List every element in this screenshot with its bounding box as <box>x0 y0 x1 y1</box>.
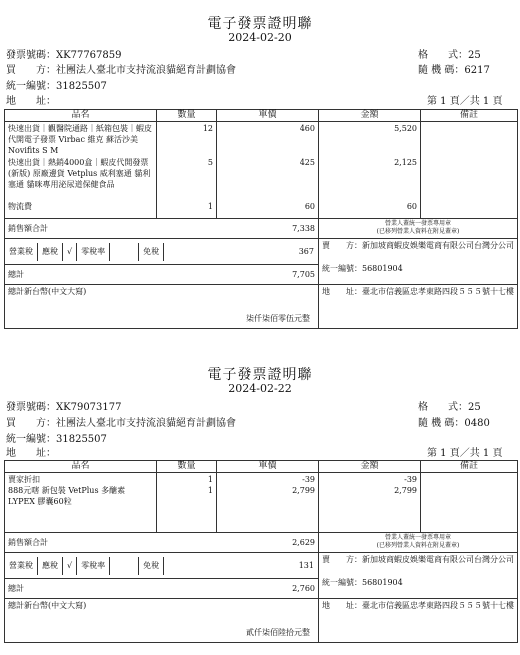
header-price: 單價 <box>217 110 319 122</box>
item-name: 賣家折扣 <box>8 475 40 484</box>
grand-total-row <box>5 265 319 285</box>
taxable-check: √ <box>63 243 77 261</box>
invoice-table <box>4 109 518 329</box>
random-code: 隨 機 碼：6217 <box>418 65 490 76</box>
invoice-1 <box>0 0 520 327</box>
invoice-number: 發票號碼：XK79073177 <box>6 402 122 413</box>
item-name: 888元嗐 新包裝 VetPlus 多醣素 LYPEX 膠囊60粒 <box>8 486 126 506</box>
header-name: 品名 <box>5 110 157 122</box>
total-label: 總計 <box>8 270 24 279</box>
sales-total-row <box>5 533 319 553</box>
total-chinese: 貳仟柒佰陸拾元整 <box>246 628 310 637</box>
header-amount: 金額 <box>319 110 421 122</box>
page-indicator: 第 1 頁／共 1 頁 <box>427 96 503 107</box>
item-qty: 12 <box>202 124 213 133</box>
tax-row <box>5 239 319 265</box>
sales-label: 銷售額合計 <box>8 538 48 547</box>
invoice-format: 格 式：25 <box>418 50 481 61</box>
seller-tax-id: 56801904 <box>362 264 403 273</box>
header-remark: 備註 <box>421 110 518 122</box>
twd-label: 總計新台幣(中文大寫) <box>8 601 87 610</box>
grand-total-row <box>5 579 319 599</box>
total-label: 總計 <box>8 584 24 593</box>
total-value: 7,705 <box>292 270 315 279</box>
buyer-address: 地 址： <box>6 96 56 107</box>
taxable-label: 應稅 <box>38 243 63 261</box>
tax-label: 營業稅 <box>5 557 38 575</box>
tax-row <box>5 553 319 579</box>
buyer-tax-id: 統一編號：31825507 <box>6 81 107 92</box>
item-amount: -39 <box>404 475 417 484</box>
item-price: 2,799 <box>292 486 315 495</box>
items-block <box>5 473 518 533</box>
invoice-number: 發票號碼：XK77767859 <box>6 50 122 61</box>
seller-block: 賣 方：新加坡商蝦皮娛樂電商有限公司台灣分公司 統一編號：56801904 <box>319 239 518 285</box>
item-qty: 5 <box>207 158 213 167</box>
items-block <box>5 122 518 219</box>
total-chinese: 柒仟柒佰零伍元整 <box>246 314 310 323</box>
invoice-date: 2024-02-22 <box>228 382 292 395</box>
item-qty: 1 <box>207 486 213 495</box>
sales-value: 7,338 <box>292 224 315 233</box>
seller-name: 新加坡商蝦皮娛樂電商有限公司台灣分公司 <box>362 555 514 564</box>
item-qty: 1 <box>207 475 213 484</box>
tax-free-label: 免稅 <box>139 243 164 261</box>
twd-row <box>5 285 319 329</box>
taxable-check: √ <box>63 557 77 575</box>
seller-address: 地 址：臺北市信義區忠孝東路四段５５５號十七樓 <box>319 599 518 643</box>
stamp-note: 營業人蓋統一發票專用章 (已移列營業人資料在附見蓋章) <box>319 219 518 239</box>
header-price: 單價 <box>217 461 319 473</box>
item-amount: 5,520 <box>394 124 417 133</box>
zero-rate-label: 零稅率 <box>77 557 110 575</box>
buyer: 買 方：社團法人臺北市支持流浪貓絕育計劃協會 <box>6 65 236 76</box>
seller-tax-id: 56801904 <box>362 578 403 587</box>
item-qty: 1 <box>207 202 213 211</box>
header-qty: 數量 <box>157 110 217 122</box>
invoice-title: 電子發票證明聯 <box>207 16 313 32</box>
page-indicator: 第 1 頁／共 1 頁 <box>427 448 503 459</box>
buyer-tax-id: 統一編號：31825507 <box>6 434 107 445</box>
buyer-address: 地 址： <box>6 448 56 459</box>
item-amount: 2,799 <box>394 486 417 495</box>
item-price: -39 <box>302 475 315 484</box>
sales-total-row <box>5 219 319 239</box>
sales-value: 2,629 <box>292 538 315 547</box>
item-amount: 2,125 <box>394 158 417 167</box>
total-value: 2,760 <box>292 584 315 593</box>
zero-rate-label: 零稅率 <box>77 243 110 261</box>
seller-address: 地 址：臺北市信義區忠孝東路四段５５５號十七樓 <box>319 285 518 329</box>
item-name: 物流費 <box>8 202 32 211</box>
sales-label: 銷售額合計 <box>8 224 48 233</box>
stamp-note: 營業人蓋統一發票專用章 (已移列營業人資料在附見蓋章) <box>319 533 518 553</box>
buyer: 買 方：社團法人臺北市支持流浪貓絕育計劃協會 <box>6 418 236 429</box>
taxable-label: 應稅 <box>38 557 63 575</box>
item-price: 425 <box>299 158 315 167</box>
header-name: 品名 <box>5 461 157 473</box>
tax-value: 367 <box>298 246 314 256</box>
item-name: 快速出貨｜熱銷4000盒｜蝦皮代開發票 (新版) 原廠邊貨 Vetplus 威利塞通 貓利塞通 貓咪專用泌尿道保健食品 <box>8 158 151 189</box>
invoice-table <box>4 460 518 643</box>
tax-label: 營業稅 <box>5 243 38 261</box>
invoice-format: 格 式：25 <box>418 402 481 413</box>
twd-row <box>5 599 319 643</box>
tax-value: 131 <box>298 560 314 570</box>
tax-free-label: 免稅 <box>139 557 164 575</box>
header-remark: 備註 <box>421 461 518 473</box>
seller-name: 新加坡商蝦皮娛樂電商有限公司台灣分公司 <box>362 241 514 250</box>
twd-label: 總計新台幣(中文大寫) <box>8 287 87 296</box>
header-qty: 數量 <box>157 461 217 473</box>
header-amount: 金額 <box>319 461 421 473</box>
seller-block: 賣 方：新加坡商蝦皮娛樂電商有限公司台灣分公司 統一編號：56801904 <box>319 553 518 599</box>
invoice-title: 電子發票證明聯 <box>207 367 313 383</box>
item-price: 60 <box>304 202 315 211</box>
item-price: 460 <box>299 124 315 133</box>
item-amount: 60 <box>406 202 417 211</box>
random-code: 隨 機 碼：0480 <box>418 418 490 429</box>
invoice-2 <box>0 327 520 654</box>
item-name: 快速出貨｜觀醫院通路｜紙箱包裝｜蝦皮代開電子發票 Virbac 維克 蘇活沙美 Novifits S M <box>8 124 152 155</box>
invoice-date: 2024-02-20 <box>228 31 292 44</box>
